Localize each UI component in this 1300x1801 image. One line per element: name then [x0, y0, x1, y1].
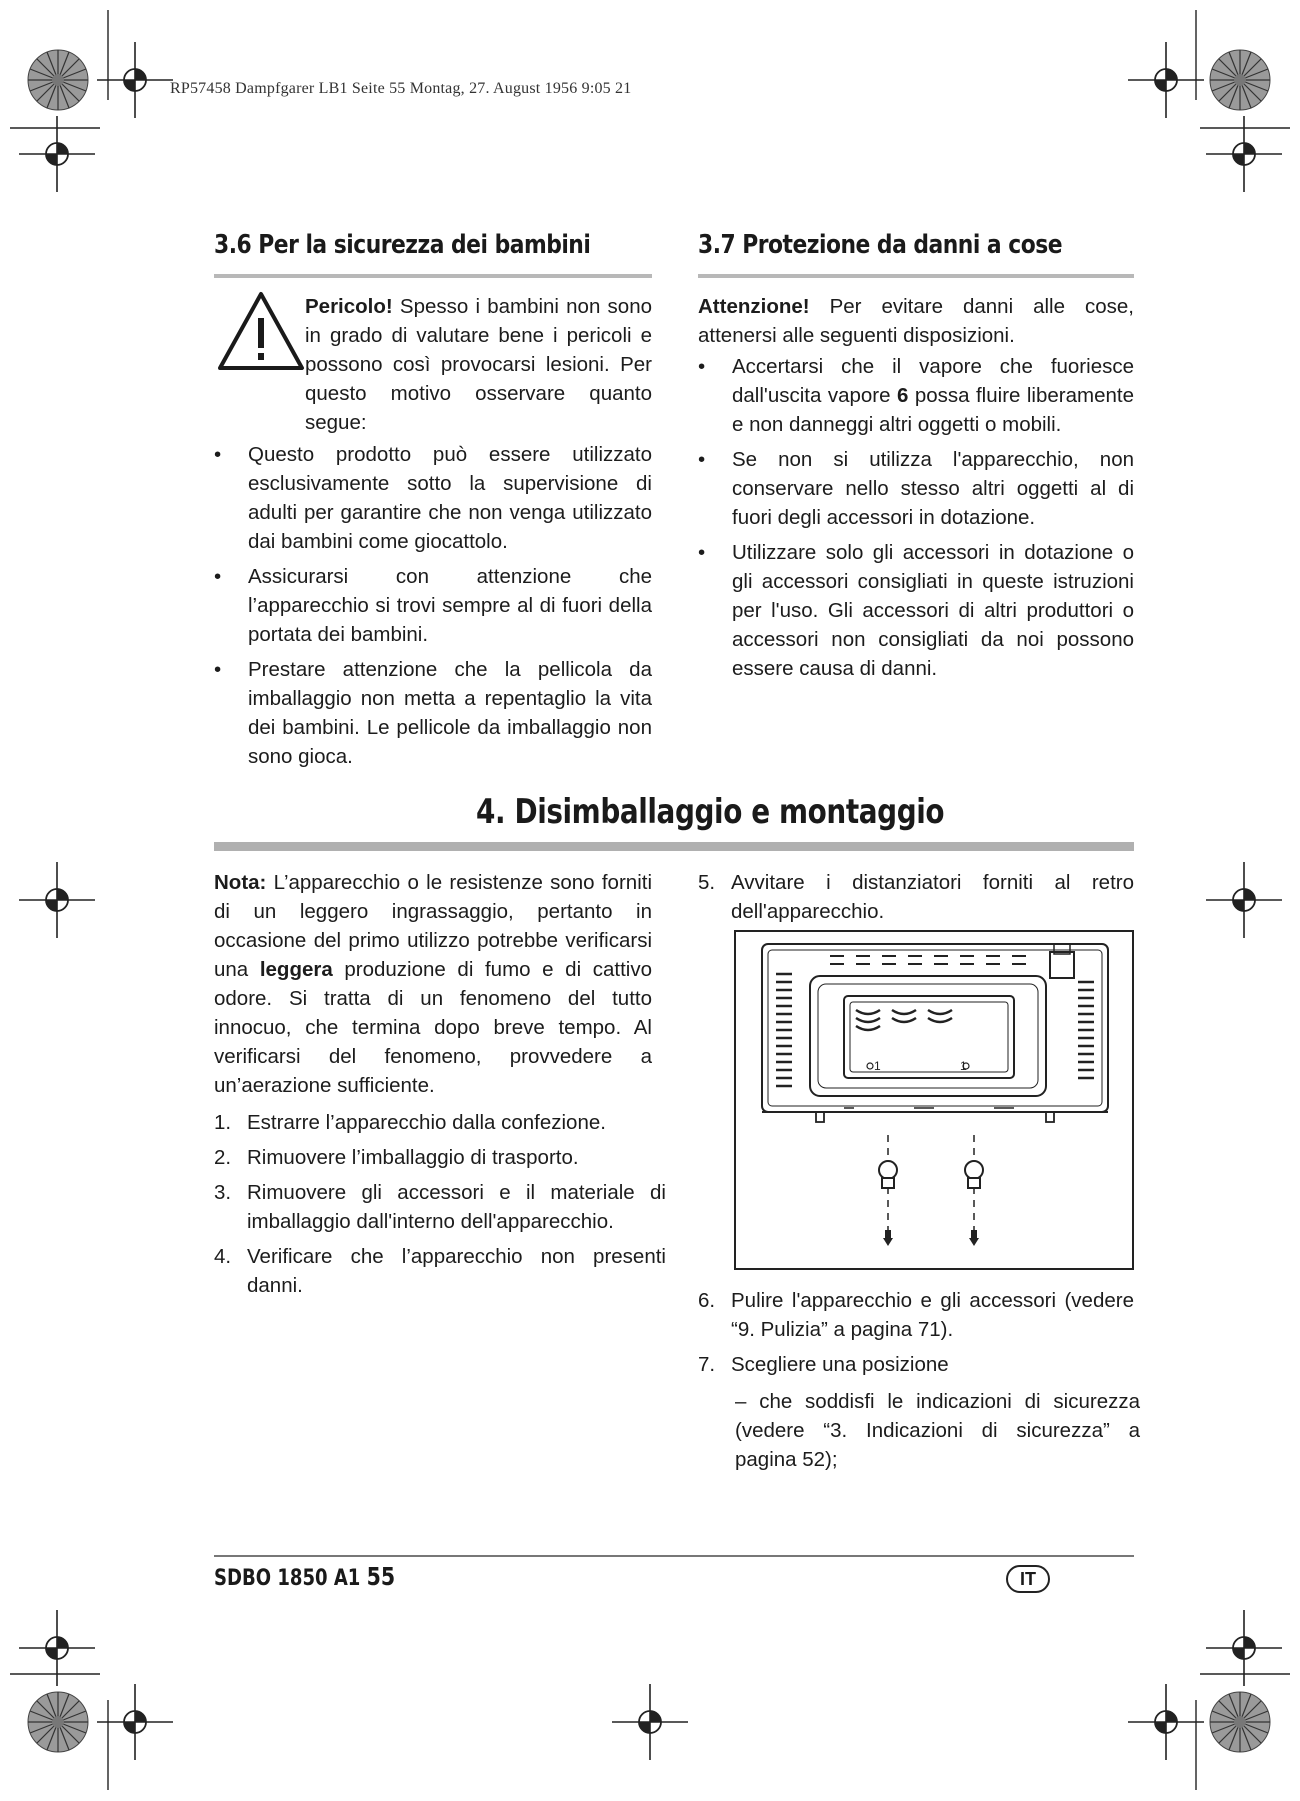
language-badge: IT	[1006, 1565, 1050, 1593]
registration-cross	[612, 1684, 688, 1760]
registration-cross	[1128, 42, 1204, 118]
spacer-left	[879, 1161, 897, 1188]
registration-cross	[1206, 862, 1282, 938]
section-4-title: 4. Disimballaggio e montaggio	[476, 792, 945, 832]
note-label: Nota:	[214, 871, 267, 894]
section-3-6-title: 3.6 Per la sicurezza dei bambini	[214, 230, 591, 260]
warning-triangle-icon	[216, 290, 306, 372]
step-item: 5. Avvitare i distanziatori forniti al retro dell'apparecchio.	[698, 871, 1134, 923]
registration-star-top-left	[28, 50, 88, 110]
step-item: 2. Rimuovere l’imballaggio di trasporto.	[214, 1146, 579, 1169]
list-item: • Accertarsi che il vapore che fuoriesce dall'uscita vapore 6 possa fluire liberamente e non danneggi altri oggetti o mobili.	[698, 355, 1134, 436]
warning-paragraph	[305, 292, 652, 437]
steps-left	[214, 1108, 666, 1306]
section-4-rule	[214, 842, 1134, 851]
note-emphasis: leggera	[259, 958, 333, 981]
step-item: 1. Estrarre l’apparecchio dalla confezione.	[214, 1111, 606, 1134]
appliance-rear-figure	[734, 930, 1134, 1270]
list-item: • Utilizzare solo gli accessori in dotazione o gli accessori consigliati in queste istruzioni per l'uso. Gli accessori di altri produttori o accessori non consigliati da noi possono essere causa di danni.	[698, 541, 1134, 680]
section-3-7-bullets	[698, 352, 1134, 689]
section-3-7-title: 3.7 Protezione da danni a cose	[698, 230, 1063, 260]
registration-cross	[19, 862, 95, 938]
footer-rule	[214, 1555, 1134, 1557]
steps-right	[698, 1286, 1134, 1385]
step-item: 7. Scegliere una posizione	[698, 1353, 949, 1376]
warning-text: Spesso i bambini non sono in grado di valutare bene i pericoli e possono così provocarsi lesioni. Per questo motivo osservare quanto segue:	[305, 295, 652, 434]
page-number: 55	[366, 1562, 396, 1591]
figure-label-1-right: 1	[960, 1059, 967, 1073]
intro-label: Attenzione!	[698, 295, 810, 318]
section-3-7-intro: Attenzione! Per evitare danni alle cose, attenersi alle seguenti disposizioni.	[698, 295, 1134, 347]
list-item: • Assicurarsi con attenzione che l’apparecchio si trovi sempre al di fuori della portata dei bambini.	[214, 565, 652, 646]
note-paragraph: Nota: L’apparecchio o le resistenze sono forniti di un leggero ingrassaggio, pertanto in occasione del primo utilizzo potrebbe verificarsi una leggera produzione di fumo e di cattivo odore. Si tratta di un fenomeno del tutto innocuo, che termina dopo breve tempo. Al verificarsi del fenomeno, provvedere a un’aerazione sufficiente.	[214, 871, 653, 1097]
registration-star-bottom-left	[28, 1692, 88, 1752]
list-item: • Questo prodotto può essere utilizzato esclusivamente sotto la supervisione di adulti per garantire che non venga utilizzato dai bambini come giocattolo.	[214, 443, 652, 553]
print-slug: RP57458 Dampfgarer LB1 Seite 55 Montag, 27. August 1956 9:05 21	[170, 80, 632, 97]
step-item: 4. Verificare che l’apparecchio non presenti danni.	[214, 1245, 666, 1297]
list-item: • Prestare attenzione che la pellicola da imballaggio non metta a repentaglio la vita dei bambini. Le pellicole da imballaggio non sono gioca.	[214, 658, 652, 768]
spacer-right	[965, 1161, 983, 1188]
figure-label-1-left: 1	[874, 1059, 881, 1073]
section-3-6-rule	[214, 274, 652, 278]
list-item: • Se non si utilizza l'apparecchio, non conservare nello stesso altri oggetti al di fuori degli accessori in dotazione.	[698, 448, 1134, 529]
step-5	[698, 868, 1134, 932]
step-7-subitem: – che soddisfi le indicazioni di sicurezza (vedere “3. Indicazioni di sicurezza” a pagina 52);	[735, 1390, 1140, 1471]
registration-star-top-right	[1210, 50, 1270, 110]
step-item: 3. Rimuovere gli accessori e il materiale di imballaggio dall'interno dell'apparecchio.	[214, 1181, 666, 1233]
step-item: 6. Pulire l'apparecchio e gli accessori (vedere “9. Pulizia” a pagina 71).	[698, 1289, 1134, 1341]
warning-label: Pericolo!	[305, 295, 393, 318]
footer-model: SDBO 1850 A1 55	[214, 1562, 396, 1591]
section-3-7-rule	[698, 274, 1134, 278]
section-3-6-bullets	[214, 440, 652, 777]
registration-cross	[1128, 1684, 1204, 1760]
registration-star-bottom-right	[1210, 1692, 1270, 1752]
